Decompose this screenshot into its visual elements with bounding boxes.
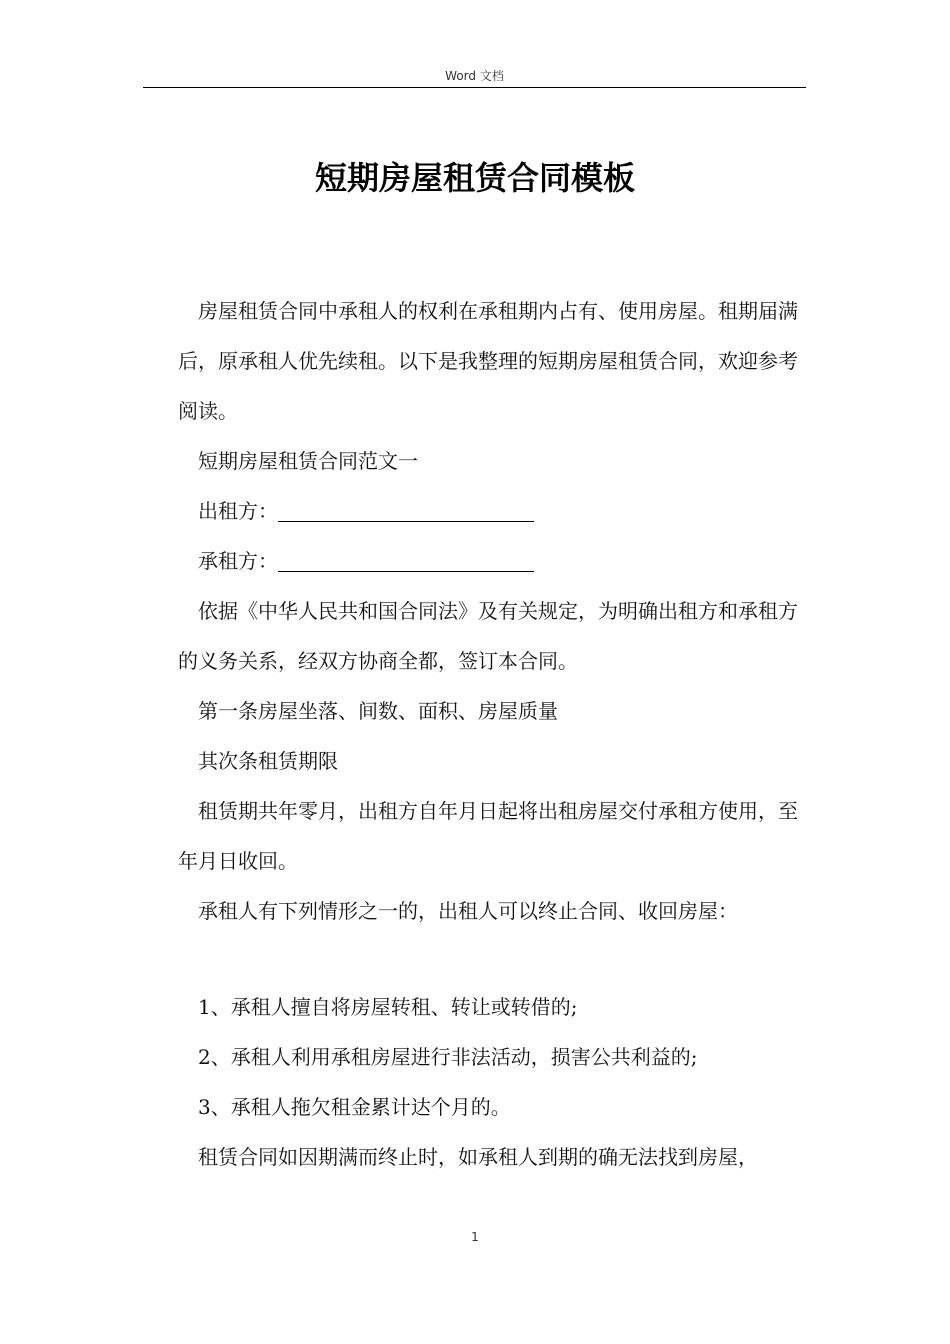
document-body — [178, 286, 802, 1182]
basis-paragraph: 依据《中华人民共和国合同法》及有关规定，为明确出租方和承租方的义务关系，经双方协商全都，签订本合同。 — [178, 599, 798, 673]
page-number: 1 — [471, 1230, 479, 1244]
header-rule — [143, 87, 806, 88]
sample-heading: 短期房屋租赁合同范文一 — [198, 449, 418, 473]
termination-intro: 承租人有下列情形之一的，出租人可以终止合同、收回房屋： — [198, 899, 738, 923]
lessee-line — [178, 536, 802, 586]
intro-paragraph: 房屋租赁合同中承租人的权利在承租期内占有、使用房屋。租期届满后，原承租人优先续租。以下是我整理的短期房屋租赁合同，欢迎参考阅读。 — [178, 299, 798, 423]
lessee-blank — [278, 549, 534, 572]
article-2-heading: 其次条租赁期限 — [198, 749, 338, 773]
paragraph-spacer — [178, 936, 802, 982]
termination-item-3: 3、承租人拖欠租金累计达个月的。 — [198, 1095, 511, 1119]
termination-item-2: 2、承租人利用承租房屋进行非法活动，损害公共利益的; — [198, 1045, 698, 1069]
document-title: 短期房屋租赁合同模板 — [314, 159, 635, 197]
lessor-blank — [278, 499, 534, 522]
lessor-label: 出租方： — [198, 499, 278, 523]
page-header: Word 文档 — [445, 69, 504, 83]
term-paragraph: 租赁期共年零月，出租方自年月日起将出租房屋交付承租方使用，至年月日收回。 — [178, 799, 798, 873]
termination-item-1: 1、承租人擅自将房屋转租、转让或转借的; — [198, 995, 578, 1019]
lessor-line — [178, 486, 802, 536]
expiry-paragraph: 租赁合同如因期满而终止时，如承租人到期的确无法找到房屋， — [198, 1145, 758, 1169]
lessee-label: 承租方： — [198, 549, 278, 573]
article-1-heading: 第一条房屋坐落、间数、面积、房屋质量 — [198, 699, 558, 723]
